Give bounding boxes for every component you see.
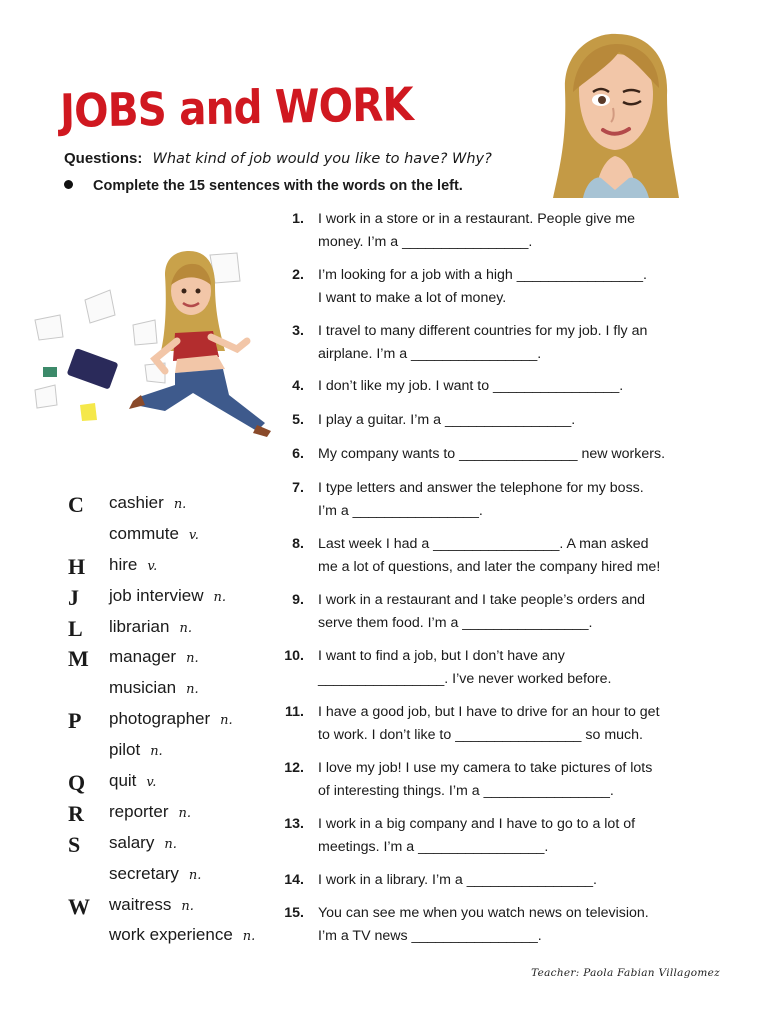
vocabulary-word: cashier n.	[109, 493, 187, 512]
word-bank	[66, 490, 276, 953]
vocabulary-word: photographer n.	[109, 709, 233, 729]
vocabulary-word: waitress n.	[109, 894, 194, 914]
sentence-text: I play a guitar. I’m a ________________.	[318, 412, 576, 428]
word-bank-item	[66, 706, 276, 737]
questions-label: Questions:	[64, 150, 143, 167]
part-of-speech: n.	[186, 682, 199, 698]
sentence-number: 2.	[292, 267, 304, 283]
vocabulary-word: manager n.	[109, 647, 199, 667]
word-bank-item	[66, 892, 276, 923]
sentence-number: 7.	[292, 480, 304, 496]
alphabet-letter: M	[68, 646, 89, 672]
part-of-speech: n.	[164, 836, 177, 852]
sentence-number: 12.	[284, 760, 304, 776]
sentence-text: I’m looking for a job with a high ________________. I want to make a lot of money.	[318, 267, 647, 306]
alphabet-letter: R	[68, 800, 84, 826]
alphabet-letter: J	[68, 584, 79, 610]
part-of-speech: n.	[178, 805, 192, 821]
sentence-text: I work in a store or in a restaurant. People give me money. I’m a ________________.	[318, 211, 636, 250]
sentence-number: 6.	[292, 446, 304, 462]
sentence-number: 5.	[292, 412, 304, 428]
part-of-speech: n.	[173, 497, 187, 512]
sentence-number: 1.	[292, 211, 304, 227]
part-of-speech: v.	[147, 558, 158, 574]
instruction-line	[64, 178, 463, 194]
instruction-text: Complete the 15 sentences with the words on the left.	[93, 178, 463, 194]
vocabulary-word: work experience n.	[109, 925, 256, 945]
word-bank-item	[66, 737, 276, 768]
vocabulary-word: commute v.	[109, 523, 199, 543]
alphabet-letter: L	[68, 615, 83, 641]
sentence-number: 13.	[284, 816, 304, 832]
sentence-text: I love my job! I use my camera to take pictures of lots of interesting things. I’m a ________________.	[318, 760, 653, 799]
sentence-text: I want to find a job, but I don’t have any ________________. I’ve never worked before.	[318, 648, 612, 687]
sentence-text: I work in a big company and I have to go to a lot of meetings. I’m a ________________.	[318, 816, 636, 855]
word-bank-item	[66, 552, 276, 583]
sentence-text: My company wants to _______________ new workers.	[318, 446, 666, 462]
part-of-speech: n.	[150, 744, 163, 760]
part-of-speech: v.	[188, 527, 199, 543]
vocabulary-word: musician n.	[109, 678, 199, 698]
sentence-number: 4.	[292, 378, 304, 394]
sentence-number: 15.	[284, 905, 304, 921]
sentence-number: 3.	[292, 323, 304, 339]
alphabet-letter: Q	[68, 770, 86, 796]
sentence-text: I work in a library. I’m a ________________.	[318, 872, 597, 888]
word-bank-item	[66, 583, 276, 614]
part-of-speech: n.	[220, 713, 233, 729]
winking-avatar-illustration	[545, 30, 685, 200]
vocabulary-word: hire v.	[109, 554, 158, 574]
sentence-text: I travel to many different countries for my job. I fly an airplane. I’m a ________________.	[318, 323, 648, 362]
word-bank-item	[66, 644, 276, 675]
sentence-text: I type letters and answer the telephone for my boss. I’m a ________________.	[318, 480, 644, 519]
part-of-speech: n.	[179, 620, 192, 636]
sentence-number: 10.	[284, 648, 304, 664]
word-bank-item	[66, 922, 276, 953]
vocabulary-word: reporter n.	[109, 801, 192, 821]
word-bank-item	[66, 614, 276, 645]
vocabulary-word: quit v.	[109, 771, 157, 791]
sentence-number: 11.	[285, 704, 304, 720]
sentence-text: You can see me when you watch news on television. I’m a TV news ________________.	[318, 905, 649, 944]
sentence-number: 9.	[292, 592, 304, 608]
vocabulary-word: librarian n.	[109, 616, 192, 636]
alphabet-letter: H	[68, 553, 86, 579]
questions-text: What kind of job would you like to have? Why?	[152, 151, 492, 167]
teacher-signature: Teacher: Paola Fabian Villagomez	[531, 967, 720, 979]
part-of-speech: n.	[242, 929, 256, 945]
part-of-speech: v.	[146, 775, 157, 791]
running-girl-illustration	[15, 245, 275, 440]
word-bank-item	[66, 799, 276, 830]
sentence-text: I have a good job, but I have to drive for an hour to get to work. I don’t like to ________________ so much.	[318, 704, 660, 743]
worksheet-title: JOBS and WORK	[59, 77, 414, 138]
vocabulary-word: salary n.	[109, 832, 177, 852]
word-bank-item	[66, 861, 276, 892]
vocabulary-word: job interview n.	[109, 585, 227, 605]
questions-line	[64, 150, 492, 167]
word-bank-item	[66, 490, 276, 521]
sentence-text: I work in a restaurant and I take people’s orders and serve them food. I’m a ________________.	[318, 592, 646, 631]
alphabet-letter: S	[68, 831, 81, 857]
part-of-speech: n.	[186, 651, 199, 667]
sentence-text: I don’t like my job. I want to ________________.	[318, 378, 624, 394]
vocabulary-word: secretary n.	[109, 863, 202, 883]
sentence-number: 8.	[292, 536, 304, 552]
word-bank-item	[66, 521, 276, 552]
sentence-text: Last week I had a ________________. A man asked me a lot of questions, and later the company hired me!	[318, 536, 661, 575]
bullet-icon	[64, 180, 73, 189]
part-of-speech: n.	[181, 898, 194, 914]
part-of-speech: n.	[188, 867, 202, 883]
sentence-number: 14.	[284, 872, 304, 888]
word-bank-item	[66, 675, 276, 706]
alphabet-letter: C	[68, 492, 84, 517]
alphabet-letter: W	[68, 893, 90, 919]
alphabet-letter: P	[68, 708, 82, 734]
word-bank-item	[66, 768, 276, 799]
vocabulary-word: pilot n.	[109, 740, 163, 760]
part-of-speech: n.	[213, 589, 227, 605]
word-bank-item	[66, 830, 276, 861]
